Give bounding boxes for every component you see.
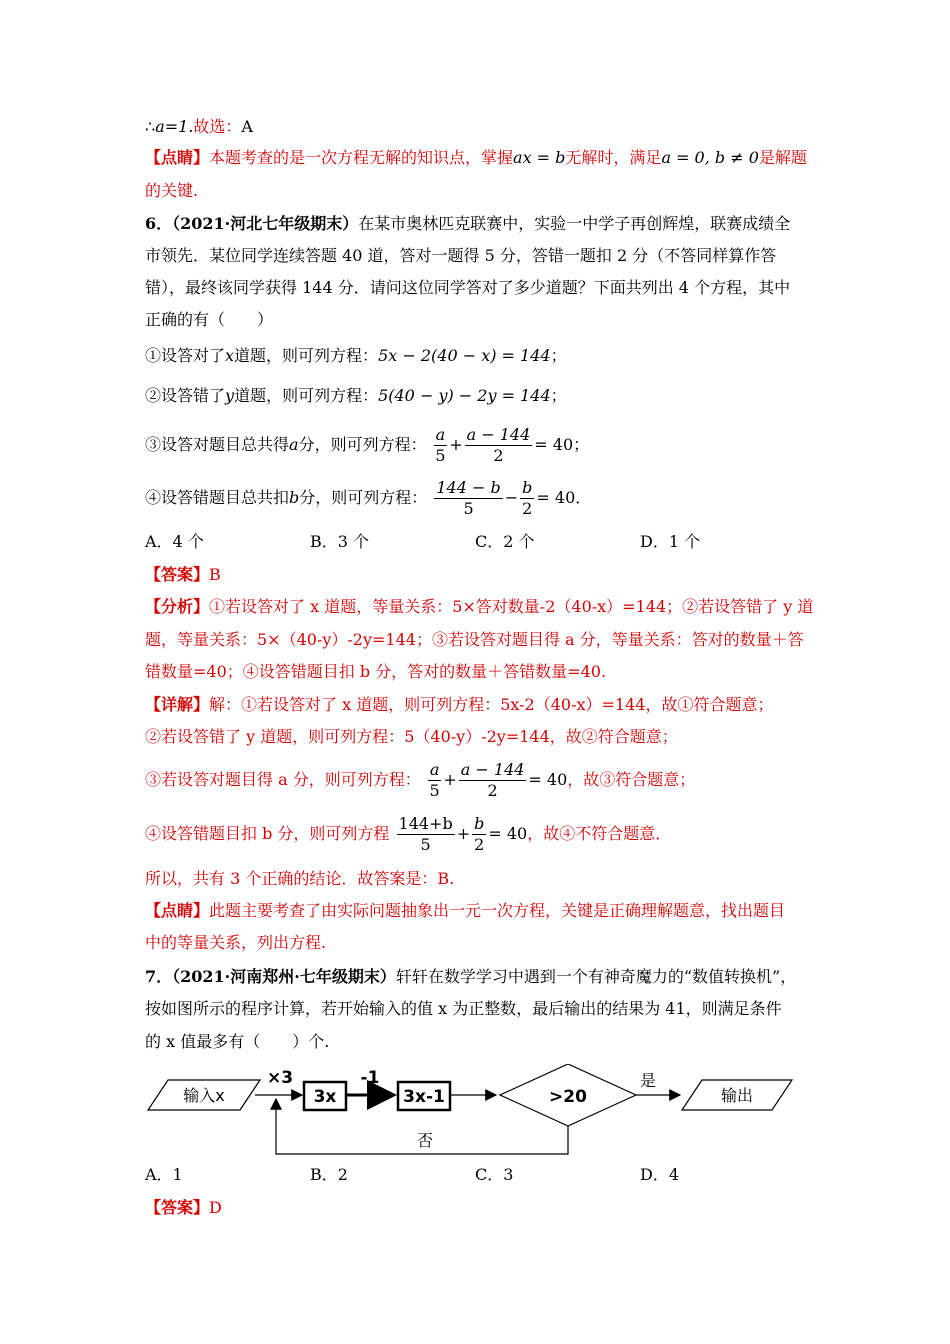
xj3-op: + — [443, 770, 457, 789]
q5-dianjing-line2: 的关键. — [145, 181, 199, 200]
xj4-rhs: = 40 — [488, 824, 528, 843]
box-3x-1-label: 3x-1 — [403, 1087, 445, 1107]
decision-label: >20 — [549, 1087, 587, 1107]
minus1-label: -1 — [360, 1068, 380, 1088]
answer-tag: 【答案】 — [145, 1198, 210, 1217]
q7-source: （2021·河南郑州·七年级期末） — [172, 967, 396, 986]
fenxi-tag: 【分析】 — [145, 597, 210, 616]
item3-f1-den: 5 — [435, 446, 446, 465]
q6-fenxi-line2: 题，等量关系：5×（40-y）-2y=144；③若设答对题目得 a 分，等量关系：答对的数量＋答 — [145, 630, 804, 649]
xj4-op: + — [456, 824, 471, 843]
item3-f2-num: a − 144 — [466, 425, 531, 444]
q5-dj-math1: ax = b — [513, 148, 566, 167]
item3-var: a — [289, 435, 299, 454]
q6-xiangjie-line3 — [145, 758, 695, 802]
item1-text2: 道题，则可列方程： — [234, 346, 379, 365]
xj4-f1-num: 144+b — [398, 814, 453, 833]
q6-fenxi-line1 — [145, 596, 813, 618]
xiangjie-tag: 【详解】 — [145, 695, 210, 714]
item3-end: ； — [573, 435, 590, 454]
xj3-f1-num: a — [429, 760, 440, 779]
item1-text: ①设答对了 — [145, 346, 226, 365]
q6-item3 — [145, 423, 589, 467]
flowchart — [140, 1064, 800, 1160]
answer-tag: 【答案】 — [145, 565, 210, 584]
q6-dianjing-line2: 中的等量关系，列出方程. — [145, 933, 327, 952]
item1-var: x — [225, 346, 235, 365]
q7-option-a[interactable]: A．1 — [145, 1165, 183, 1184]
xj4-f1-den: 5 — [420, 835, 431, 854]
times3-label: ×3 — [266, 1068, 294, 1088]
q6-dianjing-line1 — [145, 900, 785, 922]
q6-xiangjie-line1 — [145, 694, 773, 716]
item4-f2-num: b — [522, 478, 533, 497]
q5-eq: a=1. — [155, 117, 194, 136]
item4-var: b — [289, 488, 300, 507]
yes-label: 是 — [639, 1071, 657, 1090]
item4-f1-den: 5 — [463, 499, 474, 518]
xj4-end: ，故④不符合题意． — [527, 824, 672, 843]
no-label: 否 — [416, 1131, 434, 1150]
answer-value: B — [209, 565, 221, 584]
dianjing-tag: 【点睛】 — [145, 901, 210, 920]
xj3-fraction2 — [459, 760, 527, 801]
xj3-rhs: = 40 — [528, 770, 568, 789]
q6-stem-line2: 市领先．某位同学连续答题 40 道，答对一题得 5 分，答错一题扣 2 分（不答同样算作答 — [145, 246, 777, 265]
item3-fraction2 — [465, 425, 533, 466]
item2-text2: 道题，则可列方程： — [234, 386, 379, 405]
item1-end: ； — [550, 346, 567, 365]
xj4-fraction2 — [472, 814, 486, 855]
dianjing-tag: 【点睛】 — [145, 148, 210, 167]
item4-op: − — [504, 488, 519, 507]
therefore-symbol: ∴ — [145, 117, 156, 136]
q6-item4 — [145, 476, 591, 520]
q6-stem-line3: 错），最终该同学获得 144 分．请问这位同学答对了多少道题？下面共列出 4 个方程，其中 — [145, 278, 791, 297]
q5-choice-label: 故选： — [193, 117, 242, 136]
q6-number: 6． — [145, 214, 173, 233]
q6-option-b[interactable]: B．3 个 — [310, 532, 370, 551]
xj3-f1-den: 5 — [429, 781, 440, 800]
item4-text2: 分，则可列方程： — [299, 488, 428, 507]
q6-item2 — [145, 385, 567, 407]
q6-source: （2021·河北七年级期末） — [172, 214, 359, 233]
q7-stem-line2: 按如图所示的程序计算，若开始输入的值 x 为正整数，最后输出的结果为 41，则满足条件 — [145, 999, 782, 1018]
item4-f1-num: 144 − b — [436, 478, 501, 497]
q6-option-a[interactable]: A．4 个 — [145, 532, 204, 551]
q6-answer — [145, 564, 221, 586]
xj4-fraction1 — [397, 814, 455, 855]
q7-option-d[interactable]: D．4 — [640, 1165, 680, 1184]
q5-dj-math2: a = 0, b ≠ 0 — [661, 148, 759, 167]
q6-conclusion: 所以，共有 3 个正确的结论．故答案是：B. — [145, 869, 455, 888]
xj3-f2-num: a − 144 — [460, 760, 525, 779]
item3-rhs: = 40 — [534, 435, 574, 454]
q7-option-c[interactable]: C．3 — [475, 1165, 514, 1184]
item4-rhs: = 40 — [536, 488, 576, 507]
q6-item1 — [145, 345, 567, 367]
q6-fenxi-line3: 错数量=40；④设答错题目扣 b 分，答对的数量＋答错数量=40. — [145, 662, 607, 681]
q6-stem-line4: 正确的有（ ） — [145, 310, 274, 329]
q7-option-b[interactable]: B．2 — [310, 1165, 348, 1184]
q7-stem-line3: 的 x 值最多有（ ）个. — [145, 1032, 330, 1051]
item2-var: y — [225, 386, 235, 405]
fenxi-text1: ①若设答对了 x 道题，等量关系：5×答对数量-2（40-x）=144；②若设答错了 y 道 — [209, 597, 814, 616]
q5-dj-text2: 无解时，满足 — [565, 148, 662, 167]
output-label: 输出 — [720, 1086, 754, 1105]
q6-stem1: 在某市奥林匹克联赛中，实验一中学子再创辉煌，联赛成绩全 — [358, 214, 791, 233]
q5-dianjing-line1 — [145, 147, 807, 169]
dianjing-text1: 此题主要考查了由实际问题抽象出一元一次方程，关键是正确理解题意，找出题目 — [209, 901, 786, 920]
item3-f2-den: 2 — [493, 446, 504, 465]
xj3-text: ③若设答对题目得 a 分，则可列方程： — [145, 770, 421, 789]
item4-fraction2 — [520, 478, 534, 519]
xj4-f2-num: b — [474, 814, 485, 833]
item2-equation: 5(40 − y) − 2y = 144 — [378, 386, 551, 405]
item3-text: ③设答对题目总共得 — [145, 435, 290, 454]
item3-f1-num: a — [435, 425, 446, 444]
item3-op: + — [449, 435, 463, 454]
xj4-text: ④设答错题目扣 b 分，则可列方程 — [145, 824, 390, 843]
q6-xiangjie-line4 — [145, 812, 671, 856]
q7-answer — [145, 1197, 222, 1219]
q7-number: 7． — [145, 967, 173, 986]
q5-choice: A — [241, 117, 253, 136]
q5-dj-text: 本题考查的是一次方程无解的知识点，掌握 — [209, 148, 514, 167]
answer-value: D — [209, 1198, 222, 1217]
item3-fraction1 — [434, 425, 448, 466]
xj3-end: ，故③符合题意； — [567, 770, 696, 789]
q6-xiangjie-line2: ②若设答错了 y 道题，则可列方程：5（40-y）-2y=144，故②符合题意； — [145, 727, 678, 746]
item2-text: ②设答错了 — [145, 386, 226, 405]
item4-fraction1 — [434, 478, 502, 519]
q7-stem-line1 — [145, 966, 796, 988]
q6-option-c[interactable]: C．2 个 — [475, 532, 535, 551]
item4-end: ． — [575, 488, 592, 507]
xj4-f2-den: 2 — [474, 835, 485, 854]
item4-text: ④设答错题目总共扣 — [145, 488, 290, 507]
q6-option-d[interactable]: D．1 个 — [640, 532, 701, 551]
item2-end: ； — [550, 386, 567, 405]
q5-conclusion — [145, 116, 253, 138]
q5-dj-text3: 是解题 — [758, 148, 807, 167]
box-3x-label: 3x — [313, 1087, 337, 1107]
q7-stem1: 轩轩在数学学习中遇到一个有神奇魔力的“数值转换机”， — [395, 967, 797, 986]
item3-text2: 分，则可列方程： — [298, 435, 427, 454]
item1-equation: 5x − 2(40 − x) = 144 — [378, 346, 551, 365]
xj3-fraction1 — [428, 760, 442, 801]
q6-stem-line1 — [145, 213, 790, 235]
input-label: 输入x — [183, 1086, 225, 1105]
xiangjie-text1: 解：①若设答对了 x 道题，则可列方程：5x-2（40-x）=144，故①符合题意； — [209, 695, 774, 714]
xj3-f2-den: 2 — [487, 781, 498, 800]
item4-f2-den: 2 — [522, 499, 533, 518]
